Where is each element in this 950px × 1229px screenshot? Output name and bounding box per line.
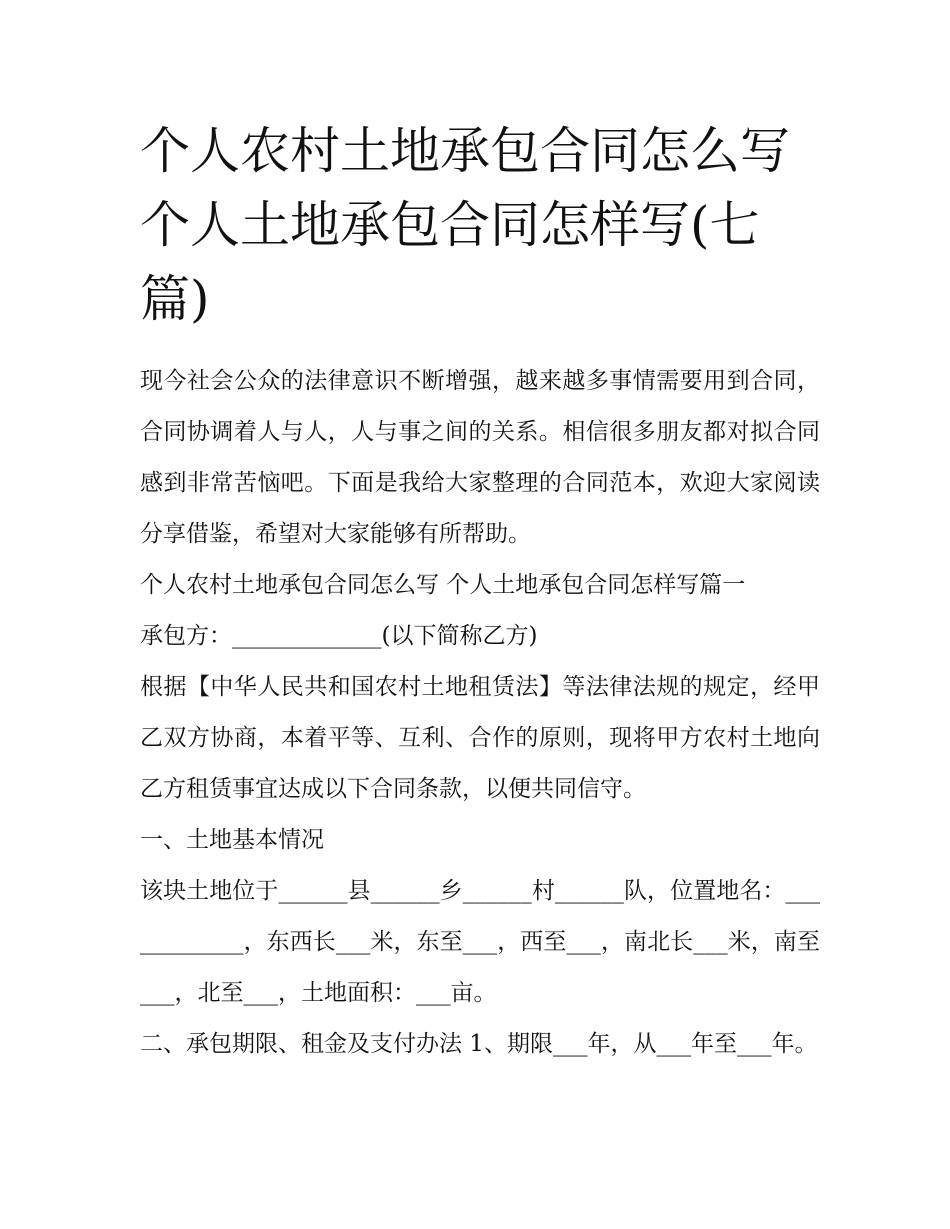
land-location-paragraph: 该块土地位于______县______乡______村______队，位置地名：____________，东西长___米，东至___，西至___，南北长___米，南至___，北至___，土地面积：___亩。 [140,878,820,1006]
clause-heading-2: 二、承包期限、租金及支付办法 1、期限___年，从___年至___年。 [140,1031,818,1057]
basis-paragraph: 根据【中华人民共和国农村土地租赁法】等法律法规的规定，经甲乙双方协商，本着平等、互利、合作的原则，现将甲方农村土地向乙方租赁事宜达成以下合同条款，以便共同信守。 [140,674,820,802]
document-body [140,356,820,1070]
section-heading: 个人农村土地承包合同怎么写 个人土地承包合同怎样写篇一 [140,572,746,598]
clause-heading-1: 一、土地基本情况 [140,827,324,853]
document-title: 个人农村土地承包合同怎么写 个人土地承包合同怎样写(七篇) [140,122,790,328]
contractor-line: 承包方：_____________(以下简称乙方) [140,623,538,649]
intro-paragraph: 现今社会公众的法律意识不断增强，越来越多事情需要用到合同，合同协调着人与人，人与事之间的关系。相信很多朋友都对拟合同感到非常苦恼吧。下面是我给大家整理的合同范本，欢迎大家阅读分享借鉴，希望对大家能够有所帮助。 [140,368,820,547]
